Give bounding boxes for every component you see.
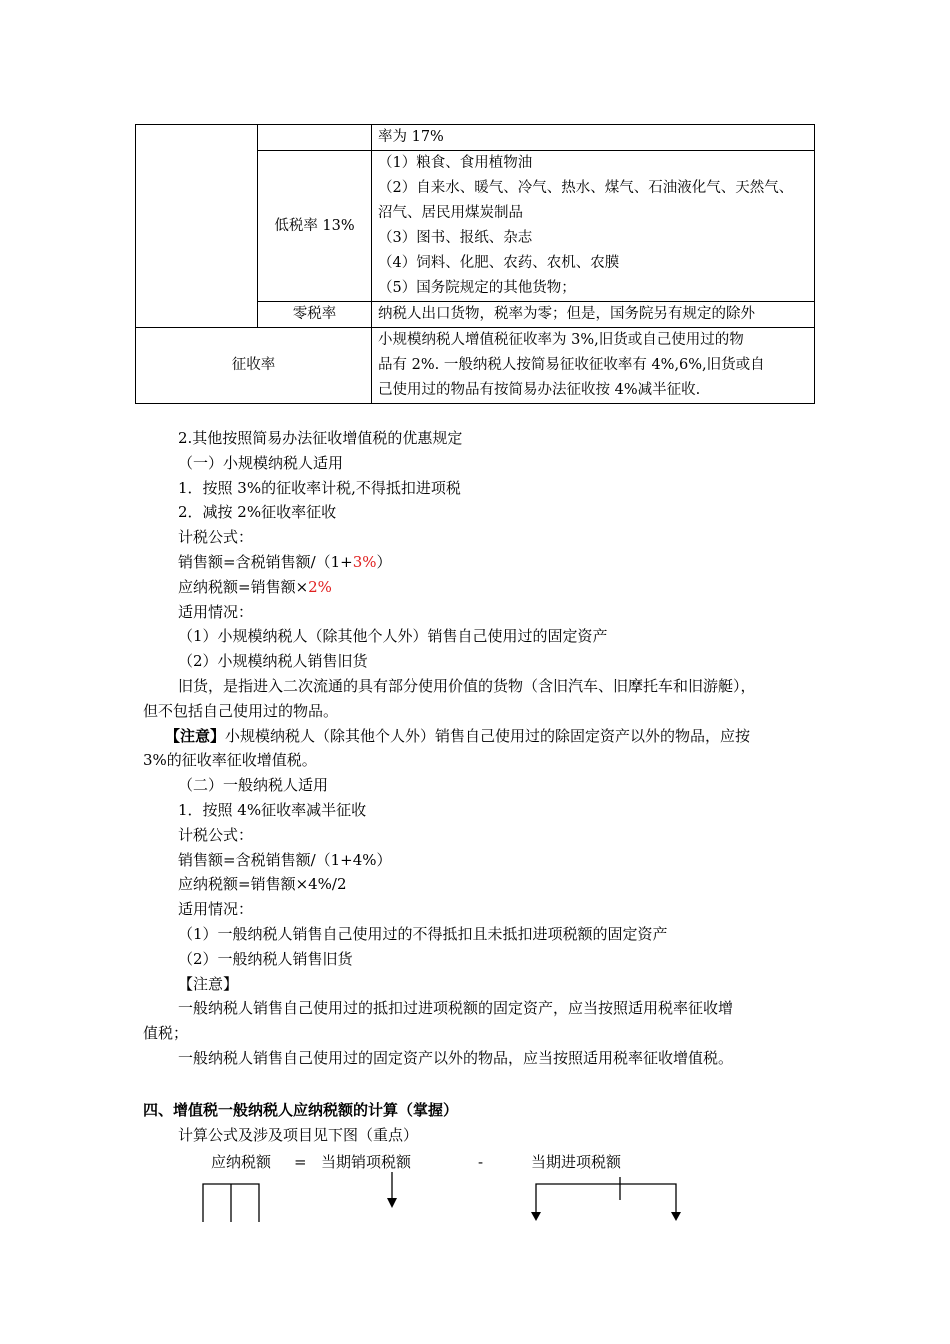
text-line: 己使用过的物品有按简易办法征收按 4%减半征收. xyxy=(378,382,701,398)
text-line: 适用情况： xyxy=(178,900,254,919)
simplified-method-section xyxy=(143,426,813,1071)
note-line: 【注意】小规模纳税人（除其他个人外）销售自己使用过的除固定资产以外的物品，应按 xyxy=(165,726,751,745)
text-line: 但不包括自己使用过的物品。 xyxy=(143,701,339,720)
list-item: （4）饲料、化肥、农药、农机、农膜 xyxy=(378,255,620,271)
text-line: （一）小规模纳税人适用 xyxy=(178,453,344,472)
text-line: 一般纳税人销售自己使用过的固定资产以外的物品，应当按照适用税率征收增值税。 xyxy=(178,1048,734,1067)
note-label: 【注意】 xyxy=(178,974,239,993)
text-line: 品有 2%. 一般纳税人按简易征收征收率有 4%,6%,旧货或自 xyxy=(378,357,765,373)
text-line: （2）一般纳税人销售旧货 xyxy=(178,949,353,968)
collection-rate-label: 征收率 xyxy=(136,328,372,404)
low-rate-items xyxy=(372,151,815,302)
formula-diagram xyxy=(0,1170,950,1344)
text-line: 旧货，是指进入二次流通的具有部分使用价值的货物（含旧汽车、旧摩托车和旧游艇）， xyxy=(178,676,756,695)
formula-term-output-tax: 当期销项税额 xyxy=(321,1153,412,1171)
arrow-down-icon xyxy=(387,1198,397,1208)
list-item: （3）图书、报纸、杂志 xyxy=(378,230,533,246)
heading-line: 2.其他按照简易办法征收增值税的优惠规定 xyxy=(178,429,463,447)
highlight-rate: 2% xyxy=(308,577,332,596)
text-line: 小规模纳税人增值税征收率为 3%,旧货或自己使用过的物 xyxy=(378,332,744,348)
text-line: 值税； xyxy=(143,1024,189,1043)
zero-rate-text: 纳税人出口货物，税率为零；但是，国务院另有规定的除外 xyxy=(372,302,815,328)
arrow-down-icon xyxy=(671,1212,681,1221)
table-row xyxy=(136,125,815,151)
table-cell-empty xyxy=(136,125,258,328)
low-rate-label: 低税率 13% xyxy=(258,151,372,302)
text-line: （2）小规模纳税人销售旧货 xyxy=(178,652,368,671)
table-cell-empty xyxy=(258,125,372,151)
formula-minus: - xyxy=(478,1153,484,1171)
text-line: 计税公式： xyxy=(178,528,254,547)
text-line: 适用情况： xyxy=(178,602,254,621)
text-line: 3%的征收率征收增值税。 xyxy=(143,751,317,770)
formula-term-tax-payable: 应纳税额 xyxy=(211,1153,272,1171)
formula-term-input-tax: 当期进项税额 xyxy=(531,1153,622,1171)
tax-rate-table xyxy=(135,124,815,404)
formula-line: 销售额=含税销售额/（1+3%） xyxy=(178,552,392,571)
text-line: 1．按照 4%征收率减半征收 xyxy=(178,800,367,819)
list-item: （5）国务院规定的其他货物； xyxy=(378,280,576,296)
list-item: 沼气、居民用煤炭制品 xyxy=(378,205,523,221)
formula-equals: = xyxy=(294,1153,307,1171)
text-line: （1）一般纳税人销售自己使用过的不得抵扣且未抵扣进项税额的固定资产 xyxy=(178,924,668,943)
table-row xyxy=(136,328,815,404)
zero-rate-label: 零税率 xyxy=(258,302,372,328)
list-item: （2）自来水、暖气、冷气、热水、煤气、石油液化气、天然气、 xyxy=(378,180,794,196)
text-line: 一般纳税人销售自己使用过的抵扣过进项税额的固定资产，应当按照适用税率征收增 xyxy=(178,999,734,1018)
formula-line: 应纳税额=销售额×4%/2 xyxy=(178,875,347,894)
highlight-rate: 3% xyxy=(352,552,377,571)
table-cell-rate-continued: 率为 17% xyxy=(372,125,815,151)
arrow-down-icon xyxy=(531,1212,541,1221)
formula-line: 应纳税额=销售额×2% xyxy=(178,577,332,596)
input-tax-bracket xyxy=(536,1184,676,1212)
section-subtitle: 计算公式及涉及项目见下图（重点） xyxy=(178,1126,419,1144)
formula-line: 销售额=含税销售额/（1+4%） xyxy=(178,850,392,869)
text-line: 2．减按 2%征收率征收 xyxy=(178,503,337,522)
text-line: 计税公式： xyxy=(178,825,254,844)
list-item: （1）粮食、食用植物油 xyxy=(378,155,533,171)
text-line: （二）一般纳税人适用 xyxy=(178,776,329,795)
note-label: 【注意】 xyxy=(165,726,226,745)
text-line: 1．按照 3%的征收率计税,不得抵扣进项税 xyxy=(178,478,461,497)
text-line: （1）小规模纳税人（除其他个人外）销售自己使用过的固定资产 xyxy=(178,627,608,646)
section-heading: 四、增值税一般纳税人应纳税额的计算（掌握） xyxy=(143,1101,459,1119)
collection-rate-text xyxy=(372,328,815,404)
